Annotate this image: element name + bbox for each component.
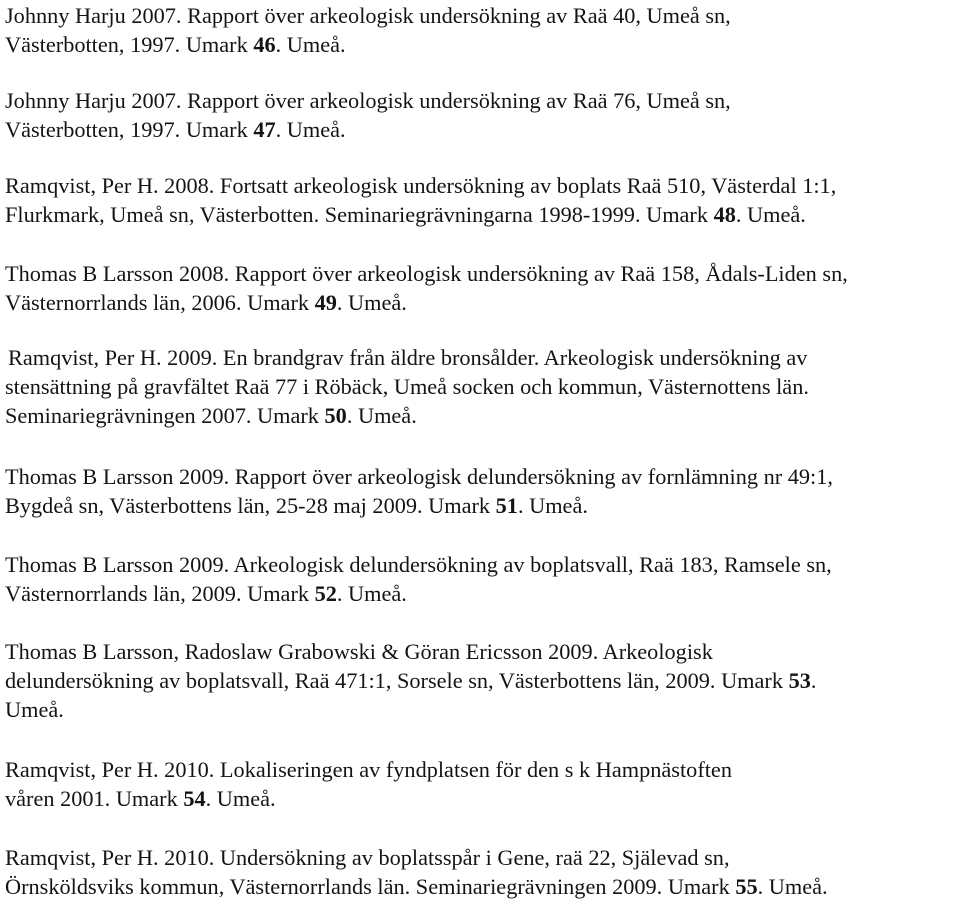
reference-text: Seminariegrävningen 2007. Umark bbox=[5, 403, 325, 428]
reference-entry bbox=[5, 637, 955, 724]
reference-text: Västerbotten, 1997. Umark bbox=[5, 32, 254, 57]
umark-number: 54 bbox=[183, 786, 206, 811]
reference-text: stensättning på gravfältet Raä 77 i Röbäck, Umeå socken och kommun, Västernottens län. bbox=[5, 374, 809, 399]
reference-text: . Umeå. bbox=[517, 493, 588, 518]
reference-text: delundersökning av boplatsvall, Raä 471:1, Sorsele sn, Västerbottens län, 2009. Umark bbox=[5, 668, 789, 693]
umark-number: 49 bbox=[314, 290, 337, 315]
reference-line bbox=[5, 372, 955, 401]
reference-entry bbox=[5, 843, 955, 901]
reference-entry-continuation bbox=[5, 372, 955, 430]
reference-line bbox=[5, 579, 955, 608]
reference-line bbox=[5, 30, 955, 59]
reference-line bbox=[5, 462, 955, 491]
reference-text: . Umeå. bbox=[735, 202, 806, 227]
umark-number: 55 bbox=[735, 874, 758, 899]
reference-line bbox=[5, 491, 955, 520]
umark-number: 47 bbox=[253, 117, 276, 142]
reference-text: Thomas B Larsson 2009. Rapport över arkeologisk delundersökning av fornlämning nr 49:1, bbox=[5, 464, 833, 489]
reference-text: Ramqvist, Per H. 2008. Fortsatt arkeologisk undersökning av boplats Raä 510, Västerdal 1:1, bbox=[5, 173, 837, 198]
reference-entry bbox=[5, 550, 955, 608]
umark-number: 50 bbox=[324, 403, 347, 428]
reference-text: Umeå. bbox=[5, 697, 64, 722]
reference-text: Thomas B Larsson 2008. Rapport över arkeologisk undersökning av Raä 158, Ådals-Liden sn, bbox=[5, 261, 848, 286]
umark-number: 53 bbox=[788, 668, 811, 693]
reference-line bbox=[5, 755, 955, 784]
reference-text: . Umeå. bbox=[346, 403, 417, 428]
reference-line bbox=[5, 259, 955, 288]
reference-text: Västernorrlands län, 2006. Umark bbox=[5, 290, 315, 315]
reference-text: . Umeå. bbox=[275, 117, 346, 142]
reference-text: Flurkmark, Umeå sn, Västerbotten. Seminariegrävningarna 1998-1999. Umark bbox=[5, 202, 714, 227]
reference-line bbox=[5, 115, 955, 144]
reference-entry bbox=[5, 755, 955, 813]
reference-text: Västernorrlands län, 2009. Umark bbox=[5, 581, 315, 606]
reference-text: Ramqvist, Per H. 2010. Lokaliseringen av fyndplatsen för den s k Hampnästoften bbox=[5, 757, 732, 782]
reference-line bbox=[5, 1, 955, 30]
reference-line bbox=[5, 695, 955, 724]
reference-line bbox=[5, 401, 955, 430]
reference-text: . Umeå. bbox=[275, 32, 346, 57]
reference-text: Örnsköldsviks kommun, Västernorrlands län. Seminariegrävningen 2009. Umark bbox=[5, 874, 736, 899]
reference-entry bbox=[5, 1, 955, 59]
reference-line bbox=[5, 550, 955, 579]
reference-text: Thomas B Larsson 2009. Arkeologisk delundersökning av boplatsvall, Raä 183, Ramsele sn, bbox=[5, 552, 832, 577]
reference-text: Thomas B Larsson, Radoslaw Grabowski & Göran Ericsson 2009. Arkeologisk bbox=[5, 639, 713, 664]
reference-entry bbox=[5, 171, 955, 229]
reference-line bbox=[8, 343, 958, 372]
reference-line bbox=[5, 843, 955, 872]
reference-text: Ramqvist, Per H. 2010. Undersökning av boplatsspår i Gene, raä 22, Själevad sn, bbox=[5, 845, 730, 870]
reference-text: våren 2001. Umark bbox=[5, 786, 184, 811]
reference-entry bbox=[5, 462, 955, 520]
reference-line bbox=[5, 666, 955, 695]
umark-number: 48 bbox=[713, 202, 736, 227]
reference-text: Västerbotten, 1997. Umark bbox=[5, 117, 254, 142]
reference-line bbox=[5, 288, 955, 317]
reference-text: . Umeå. bbox=[336, 290, 407, 315]
reference-entry bbox=[5, 259, 955, 317]
reference-line bbox=[5, 171, 955, 200]
reference-line bbox=[5, 200, 955, 229]
umark-number: 46 bbox=[253, 32, 276, 57]
umark-number: 52 bbox=[314, 581, 337, 606]
umark-number: 51 bbox=[495, 493, 518, 518]
reference-text: . Umeå. bbox=[757, 874, 828, 899]
reference-text: . Umeå. bbox=[336, 581, 407, 606]
reference-line bbox=[5, 637, 955, 666]
reference-line bbox=[5, 86, 955, 115]
reference-text: . bbox=[810, 668, 817, 693]
reference-entry bbox=[5, 343, 958, 372]
reference-text: Johnny Harju 2007. Rapport över arkeologisk undersökning av Raä 76, Umeå sn, bbox=[5, 88, 731, 113]
reference-text: Bygdeå sn, Västerbottens län, 25-28 maj 2009. Umark bbox=[5, 493, 496, 518]
reference-text: Ramqvist, Per H. 2009. En brandgrav från äldre bronsålder. Arkeologisk undersökning av bbox=[8, 345, 808, 370]
reference-entry bbox=[5, 86, 955, 144]
reference-text: Johnny Harju 2007. Rapport över arkeologisk undersökning av Raä 40, Umeå sn, bbox=[5, 3, 731, 28]
reference-text: . Umeå. bbox=[205, 786, 276, 811]
reference-line bbox=[5, 872, 955, 901]
reference-line bbox=[5, 784, 955, 813]
